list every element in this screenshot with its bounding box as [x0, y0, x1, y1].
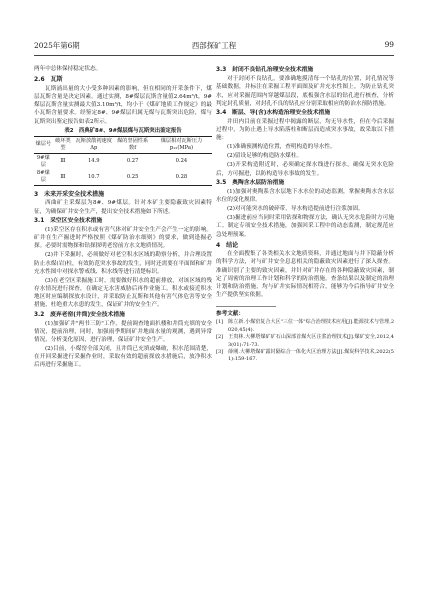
section-heading: 4 结论 — [216, 241, 239, 249]
right-column — [216, 65, 394, 364]
table-row — [34, 169, 212, 185]
table-cell: 0.24 — [175, 158, 188, 165]
table-cell: Ⅲ — [60, 158, 66, 165]
page-header — [34, 40, 394, 54]
paragraph: (2)井下采掘时，必须做好对老空积水区域的勘察分析，并合理设置防止水煤(岩)柱，有效防范突水事故的发生，同时还需要在平面图和矿井充水性图中对探水警戒线、积水线等进行清楚标识。 — [34, 252, 212, 275]
gas-outburst-table — [34, 136, 212, 186]
column-header: 煤层相对瓦斯压力p₁₂(MPa) — [160, 137, 203, 151]
subsection-heading: 3.2 废弃老窑(井筒)安全技术措施 — [34, 311, 125, 318]
paragraph: 两年中总体保持稳定状态。 — [34, 66, 102, 72]
paragraph: (1)准确预测构造位置，查明构造的导水性。 — [227, 144, 336, 151]
table-cell: 14.9 — [88, 158, 100, 165]
paragraph: 对于封闭不良钻孔，要准确地摸清每一个钻孔的位置，封孔情况等基础数据，并标注在采掘工程平面图及矿井充水性图上。为防止钻孔突水，应对采掘范围内穿越煤层段，底板强含水层的钻孔进行核查，分析判定封孔质量，对封孔不良的钻孔应分别采取相应的防治水预防措施。 — [216, 76, 394, 107]
paragraph: 井田内目前在采掘过程中揭露的断层，均无导水性，但在今后采掘过程中，为防止遇上导水陷落柱和断层而造成突水事故，故采取以下措施： — [216, 119, 394, 142]
column-header: 瓦斯放散初速度Δp — [75, 137, 112, 151]
table-caption: 表2 西典矿8#、9#煤层煤与瓦斯突出鉴定报告 — [64, 127, 182, 134]
subsection-heading: 3.3 封闭不良钻孔治理安全技术措施 — [216, 67, 314, 73]
section-heading: 3 未来开采安全技术措施 — [34, 190, 105, 198]
paragraph: (3)在老空区采掘施工时，需要做好积水的超前排放，对该区域的残存水情况进行探查，在确定无水害威胁后再作业施工。积水或接近积水地区时应编制探放水设计，并采取防止瓦斯和其他有害气体危害等安全措施，杜绝重大水患的发生，保证矿井的安全生产。 — [34, 277, 212, 309]
issue-label: 2025年第6期 — [34, 41, 80, 50]
header-divider — [34, 55, 394, 56]
page-number: 99 — [384, 40, 394, 49]
table-cell: 0.25 — [126, 173, 139, 180]
table-header-row — [34, 136, 212, 153]
paragraph: (3)掘进前应当同时采用钻探和物探方法，确认无突水危险时方可施工。制定专项安全技术措施，加强回采工程中的动态监测，制定规范应急处理预案。 — [216, 215, 394, 238]
reference-item: [2] 王贵林.大柳塔煤矿矿石山深部首煤火区注浆治理技术[J].煤矿安全,2012,43(01):71-73. — [216, 334, 394, 348]
paragraph: (1)采空区存在积水或有害气体对矿井安全生产会产生一定的影响。矿井在生产掘进时严格按照《煤矿防治水细则》的要求，做到逢掘必探。必要时需物探和钻探探明老窑前方水文地质情况。 — [34, 226, 212, 250]
subsection-heading: 3.4 断层、导(含)水构造治理安全技术措施 — [216, 109, 331, 116]
table-cell: Ⅲ — [60, 173, 66, 180]
column-header: 破坏类型 — [55, 137, 71, 151]
column-header: 煤的坚固性系数f — [117, 137, 149, 151]
paragraph: (3)开采构造附近时，必须确定探水线进行探水，确保无突水危险后，方可掘进，以防构造导水事故的发生。 — [216, 162, 394, 177]
left-column — [34, 65, 212, 370]
paragraph: (1)加强对奥陶系含水层地下水水位的动态监测，掌握奥陶水含水层水位的变化规律。 — [216, 188, 394, 204]
paragraph: 西曲矿主采煤层为8#、9#煤层。针对本矿主要隐蔽致灾因素特征，为确保矿井安全生产，提出安全技术措施如下所述。 — [34, 200, 212, 215]
journal-name: 西部探矿工程 — [191, 41, 237, 50]
paragraph: (1)加强矿井"两书三防"工作，提前调查地面扒楼和井筒充填的安全情况，提前治理，同时，加强雨季期间矿井地面水量的观测，遇到异常情况，分析变化原因，进行治理，保证矿井安全生产。 — [34, 320, 212, 344]
table-cell: 0.27 — [126, 158, 139, 165]
subsection-heading: 3.5 奥陶含水层防治措施 — [216, 179, 285, 186]
table-cell: 9#煤层 — [36, 154, 50, 168]
table-row — [34, 153, 212, 169]
table-cell: 8#煤层 — [36, 170, 50, 184]
section-heading: 2.6 瓦斯 — [34, 76, 63, 84]
reference-item: [3] 薛刚.大柳塔煤矿露封隔综合一体化火区治理方法[J].煤炭科学技术,2022(51):159-167. — [216, 349, 394, 363]
paragraph: (2)目前，小煤窑全部关闭，且井筒已充填或爆破，积水范围清楚，在开回采掘进行采掘作业时，采取有效的超前探放水措施后，放净积水后再进行采掘施工。 — [34, 346, 212, 369]
table-cell: 0.28 — [175, 173, 188, 180]
subsection-heading: 3.1 采空区安全技术措施 — [34, 217, 103, 224]
paragraph: 在全面搜集了各类相关水文地质资料，并通过地面与井下隐蔽分析的科学方法，对与矿井安全息息相关的隐蔽致灾因素进行了深入探查。准确识别了主要的致灾因素，并针对矿井存在的各种隐蔽致灾因素，制定了周密的治理工作计划和科学的防治措施。查条结果以及制定的治理计划和防治措施，均与矿井实际情况相符合，能够为今后指导矿井安全生产提供坚实依据。 — [216, 251, 394, 299]
references-heading: 参考文献： — [216, 306, 276, 319]
table-cell: 10.7 — [88, 173, 100, 180]
column-header: 煤层号 — [35, 141, 52, 148]
reference-item: [1] 陈立新.小煤窑复合大区"三位一体"综合治理技术应用[J].能源技术与管理,2020,45(4). — [216, 319, 394, 333]
paragraph: (2)对可能突水的破碎带，导水构造提前进行注浆加固。 — [227, 206, 364, 213]
paragraph: (2)留设足够的构造防水煤柱。 — [227, 153, 303, 160]
paragraph: 瓦斯涌出量的大小受多种因素的影响，但在相同的开采条件下，煤层瓦斯含量是决定因素。通过实测，8#煤层瓦斯含量值2.64m³/t，9#煤层瓦斯含量实测最大值3.10m³/t，均小于《煤矿地质工作规定》的最小瓦斯含量要求。经鉴定8#、9#煤层归属无煤与瓦斯突出危险，煤与瓦斯突出鉴定报告如表2所示。 — [34, 85, 212, 125]
